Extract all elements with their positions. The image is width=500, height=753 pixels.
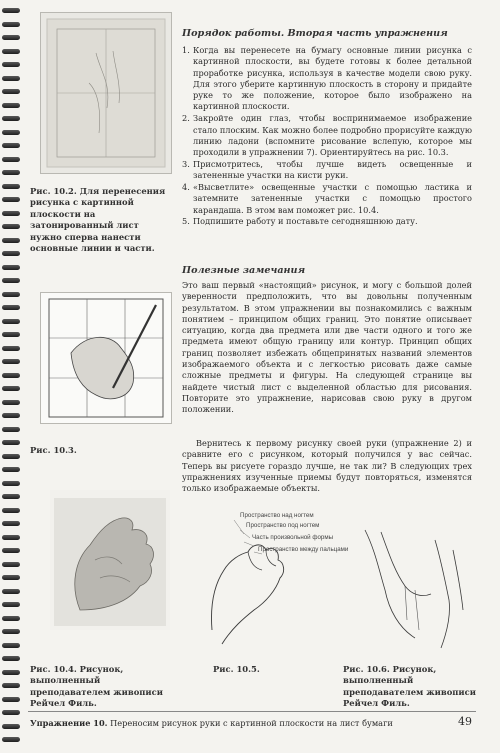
spiral-coil	[2, 440, 20, 445]
figure-10-6-drawing	[345, 510, 475, 655]
notes-heading: Полезные замечания	[182, 265, 306, 276]
spiral-coil	[2, 454, 20, 459]
figure-10-5-drawing	[192, 510, 332, 650]
spiral-coil	[2, 184, 20, 189]
spiral-coil	[2, 8, 20, 13]
spiral-coil	[2, 616, 20, 621]
spiral-coil	[2, 589, 20, 594]
figure-10-4-drawing	[50, 490, 170, 630]
spiral-coil	[2, 373, 20, 378]
caption-figure-10-6: Рис. 10.6. Рисунок, выполненный преподавателем живописи Рейчел Филь.	[343, 664, 476, 709]
figure-10-4	[50, 490, 170, 630]
spiral-coil	[2, 656, 20, 661]
spiral-coil	[2, 697, 20, 702]
spiral-coil	[2, 602, 20, 607]
spiral-coil	[2, 251, 20, 256]
figure-10-5-label-2: Пространство под ногтем	[246, 522, 320, 529]
spiral-coil	[2, 49, 20, 54]
caption-figure-10-5: Рис. 10.5.	[213, 664, 260, 674]
spiral-coil	[2, 413, 20, 418]
spiral-coil	[2, 643, 20, 648]
spiral-coil	[2, 670, 20, 675]
spiral-coil	[2, 76, 20, 81]
spiral-coil	[2, 170, 20, 175]
spiral-coil	[2, 548, 20, 553]
spiral-coil	[2, 467, 20, 472]
figure-10-2-drawing	[41, 13, 171, 173]
footer-chapter-title: Упражнение 10. Переносим рисунок руки с картинной плоскости на лист бумаги	[30, 718, 393, 728]
spiral-coil	[2, 332, 20, 337]
spiral-coil	[2, 386, 20, 391]
notes-paragraph-2: Вернитесь к первому рисунку своей руки (упражнение 2) и сравните его с рисунком, который получился у вас сейчас. Теперь вы рисуете гораздо лучше, не так ли? В следующих трех упражнениях изученные приемы будут повторяться, изменятся только изображаемые объекты.	[182, 438, 472, 494]
spiral-coil	[2, 346, 20, 351]
spiral-coil	[2, 305, 20, 310]
spiral-coil	[2, 197, 20, 202]
spiral-coil	[2, 521, 20, 526]
spiral-coil	[2, 629, 20, 634]
spiral-coil	[2, 710, 20, 715]
figure-10-5-label-4: Пространство между пальцами	[258, 546, 349, 553]
spiral-coil	[2, 89, 20, 94]
spiral-coil	[2, 130, 20, 135]
caption-figure-10-2: Рис. 10.2. Для перенесения рисунка с картинной плоскости на затонированный лист нужно сперва нанести основные линии и части.	[30, 186, 166, 254]
step-item: 2. Закройте один глаз, чтобы воспринимаемое изображение стало плоским. Как можно более подробно прорисуйте каждую линию ладони (вспомните рисование вслепую, которое мы проходили в упражнении 7). Ориентируйтесь на рис. 10.3.	[182, 113, 472, 158]
step-item: 5. Подпишите работу и поставьте сегодняшнюю дату.	[182, 216, 418, 227]
figure-10-3	[40, 292, 172, 424]
spiral-coil	[2, 35, 20, 40]
figure-10-2	[40, 12, 172, 174]
spiral-coil	[2, 427, 20, 432]
spiral-coil	[2, 211, 20, 216]
caption-figure-10-3: Рис. 10.3.	[30, 445, 77, 455]
footer-divider	[28, 711, 476, 712]
steps-list	[182, 45, 472, 228]
spiral-coil	[2, 494, 20, 499]
spiral-coil	[2, 224, 20, 229]
spiral-coil	[2, 562, 20, 567]
page-number: 49	[458, 715, 472, 728]
spiral-coil	[2, 508, 20, 513]
spiral-coil	[2, 683, 20, 688]
spiral-coil	[2, 22, 20, 27]
spiral-coil	[2, 238, 20, 243]
figure-10-5	[192, 510, 332, 650]
spiral-binding	[0, 0, 22, 753]
spiral-coil	[2, 319, 20, 324]
spiral-coil	[2, 143, 20, 148]
section-heading: Порядок работы. Вторая часть упражнения	[182, 28, 448, 39]
spiral-coil	[2, 292, 20, 297]
step-item: 4. «Высветлите» освещенные участки с помощью ластика и затемните затененные участки с помощью простого карандаша. В этом вам поможет рис. 10.4.	[182, 182, 472, 215]
spiral-coil	[2, 400, 20, 405]
spiral-coil	[2, 535, 20, 540]
spiral-coil	[2, 575, 20, 580]
spiral-coil	[2, 481, 20, 486]
spiral-coil	[2, 359, 20, 364]
spiral-coil	[2, 157, 20, 162]
notes-paragraph-1: Это ваш первый «настоящий» рисунок, и могу с большой долей уверенности предположить, что вы довольны полученным результатом. В этом упражнении вы познакомились с важным понятием – принципом общих границ. Это понятие описывает ситуацию, когда два предмета или две части одного и того же предмета имеют общую границу или контур. Принцип общих границ позволяет избежать общепринятых названий элементов изображаемого объекта и с легкостью рисовать даже самые сложные предметы и фигуры. На следующей странице вы найдете чистый лист с выделенной областью для рисования. Повторите это упражнение, нарисовав свою руку в другом положении.	[182, 280, 472, 415]
spiral-coil	[2, 265, 20, 270]
figure-10-6	[345, 510, 475, 655]
caption-figure-10-4: Рис. 10.4. Рисунок, выполненный преподавателем живописи Рейчел Филь.	[30, 664, 163, 709]
spiral-coil	[2, 724, 20, 729]
spiral-coil	[2, 62, 20, 67]
spiral-coil	[2, 737, 20, 742]
figure-10-5-label-3: Часть произвольной формы	[252, 534, 334, 541]
spiral-coil	[2, 116, 20, 121]
spiral-coil	[2, 103, 20, 108]
figure-10-3-drawing	[41, 293, 171, 423]
spiral-coil	[2, 278, 20, 283]
step-item: 3. Присмотритесь, чтобы лучше видеть освещенные и затененные участки на кисти руки.	[182, 158, 472, 181]
step-item: 1. Когда вы перенесете на бумагу основные линии рисунка с картинной плоскости, вы будете готовы к более детальной проработке рисунка, используя в качестве модели свою руку. Для этого уберите картинную плоскость в сторону и придайте руке то же положение, которое было изображено на картинной плоскости.	[182, 45, 472, 112]
figure-10-5-label-1: Пространство над ногтем	[240, 512, 314, 519]
